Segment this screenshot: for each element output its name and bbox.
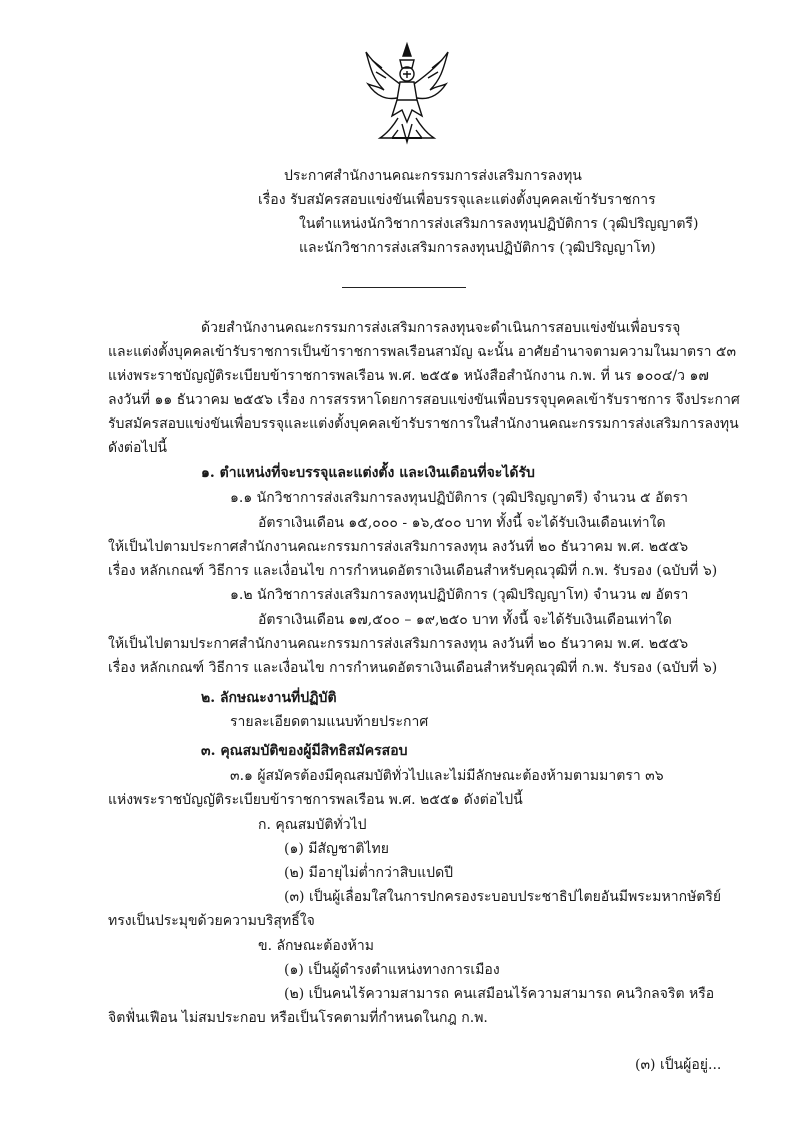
issuer-title: ประกาศสำนักงานคณะกรรมการส่งเสริมการลงทุน (284, 168, 582, 184)
position-2-salary: อัตราเงินเดือน ๑๗,๕๐๐ – ๑๙,๒๕๐ บาท ทั้งนี้ จะได้รับเงินเดือนเท่าใด (258, 612, 672, 628)
intro-line-3: แห่งพระราชบัญญัติระเบียบข้าราชการพลเรือน พ.ศ. ๒๕๕๑ หนังสือสำนักงาน ก.พ. ที่ นร ๑๐๐๔/ว ๑๗ (108, 368, 709, 384)
position-2-note-2: เรื่อง หลักเกณฑ์ วิธีการ และเงื่อนไข การกำหนดอัตราเงินเดือนสำหรับคุณวุฒิที่ ก.พ. รับรอง (ฉบับที่ ๖) (108, 660, 718, 676)
section-2-body: รายละเอียดตามแนบท้ายประกาศ (230, 714, 429, 730)
intro-line-4: ลงวันที่ ๑๑ ธันวาคม ๒๕๕๖ เรื่อง การสรรหาโดยการสอบแข่งขันเพื่อบรรจุบุคคลเข้ารับราชการ จึงประกาศ (108, 392, 740, 408)
prohibited-item-2b: จิตฟั่นเฟือน ไม่สมประกอบ หรือเป็นโรคตามที่กำหนดในกฎ ก.พ. (108, 1010, 488, 1026)
section-1-heading: ๑. ตำแหน่งที่จะบรรจุและแต่งตั้ง และเงินเดือนที่จะได้รับ (201, 465, 535, 481)
intro-line-1: ด้วยสำนักงานคณะกรรมการส่งเสริมการลงทุนจะดำเนินการสอบแข่งขันเพื่อบรรจุ (201, 320, 681, 336)
position-2-note-1: ให้เป็นไปตามประกาศสำนักงานคณะกรรมการส่งเสริมการลงทุน ลงวันที่ ๒๐ ธันวาคม พ.ศ. ๒๕๕๖ (108, 636, 689, 652)
general-item-3b: ทรงเป็นประมุขด้วยความบริสุทธิ์ใจ (108, 913, 315, 929)
intro-line-2: และแต่งตั้งบุคคลเข้ารับราชการเป็นข้าราชการพลเรือนสามัญ ฉะนั้น อาศัยอำนาจตามความในมาตรา ๕๓ (108, 344, 737, 360)
intro-line-6: ดังต่อไปนี้ (108, 440, 167, 456)
position-1-note-1: ให้เป็นไปตามประกาศสำนักงานคณะกรรมการส่งเสริมการลงทุน ลงวันที่ ๒๐ ธันวาคม พ.ศ. ๒๕๕๖ (108, 539, 689, 555)
prohibited-item-1: (๑) เป็นผู้ดำรงตำแหน่งทางการเมือง (284, 962, 500, 978)
subject-line-1: เรื่อง รับสมัครสอบแข่งขันเพื่อบรรจุและแต่งตั้งบุคคลเข้ารับราชการ (258, 192, 656, 208)
continuation-note: (๓) เป็นผู้อยู่... (635, 1057, 722, 1073)
prohibited-item-2a: (๒) เป็นคนไร้ความสามารถ คนเสมือนไร้ความสามารถ คนวิกลจริต หรือ (284, 986, 715, 1002)
qualification-intro-1: ๓.๑ ผู้สมัครต้องมีคุณสมบัติทั่วไปและไม่มีลักษณะต้องห้ามตามมาตรา ๓๖ (230, 768, 664, 784)
general-item-1: (๑) มีสัญชาติไทย (284, 841, 389, 857)
subject-line-2: ในตำแหน่งนักวิชาการส่งเสริมการลงทุนปฏิบัติการ (วุฒิปริญญาตรี) (299, 216, 699, 232)
position-1-title: ๑.๑ นักวิชาการส่งเสริมการลงทุนปฏิบัติการ (วุฒิปริญญาตรี) จำนวน ๕ อัตรา (230, 490, 688, 506)
subject-line-3: และนักวิชาการส่งเสริมการลงทุนปฏิบัติการ (วุฒิปริญญาโท) (299, 240, 656, 256)
general-item-2: (๒) มีอายุไม่ต่ำกว่าสิบแปดปี (284, 865, 454, 881)
position-1-salary: อัตราเงินเดือน ๑๕,๐๐๐ - ๑๖,๕๐๐ บาท ทั้งนี้ จะได้รับเงินเดือนเท่าใด (258, 515, 666, 531)
general-item-3a: (๓) เป็นผู้เลื่อมใสในการปกครองระบอบประชาธิปไตยอันมีพระมหากษัตริย์ (284, 889, 722, 905)
position-2-title: ๑.๒ นักวิชาการส่งเสริมการลงทุนปฏิบัติการ (วุฒิปริญญาโท) จำนวน ๗ อัตรา (230, 587, 689, 603)
garuda-emblem-icon (362, 38, 452, 146)
section-2-heading: ๒. ลักษณะงานที่ปฏิบัติ (201, 690, 337, 706)
qualification-intro-2: แห่งพระราชบัญญัติระเบียบข้าราชการพลเรือน พ.ศ. ๒๕๕๑ ดังต่อไปนี้ (108, 792, 523, 808)
section-3-heading: ๓. คุณสมบัติของผู้มีสิทธิสมัครสอบ (201, 743, 408, 759)
position-1-note-2: เรื่อง หลักเกณฑ์ วิธีการ และเงื่อนไข การกำหนดอัตราเงินเดือนสำหรับคุณวุฒิที่ ก.พ. รับรอง (ฉบับที่ ๖) (108, 563, 718, 579)
prohibited-heading: ข. ลักษณะต้องห้าม (258, 938, 374, 954)
intro-line-5: รับสมัครสอบแข่งขันเพื่อบรรจุและแต่งตั้งบุคคลเข้ารับราชการในสำนักงานคณะกรรมการส่งเสริมการลงทุน (108, 416, 739, 432)
title-divider (342, 287, 466, 288)
general-heading: ก. คุณสมบัติทั่วไป (258, 817, 367, 833)
